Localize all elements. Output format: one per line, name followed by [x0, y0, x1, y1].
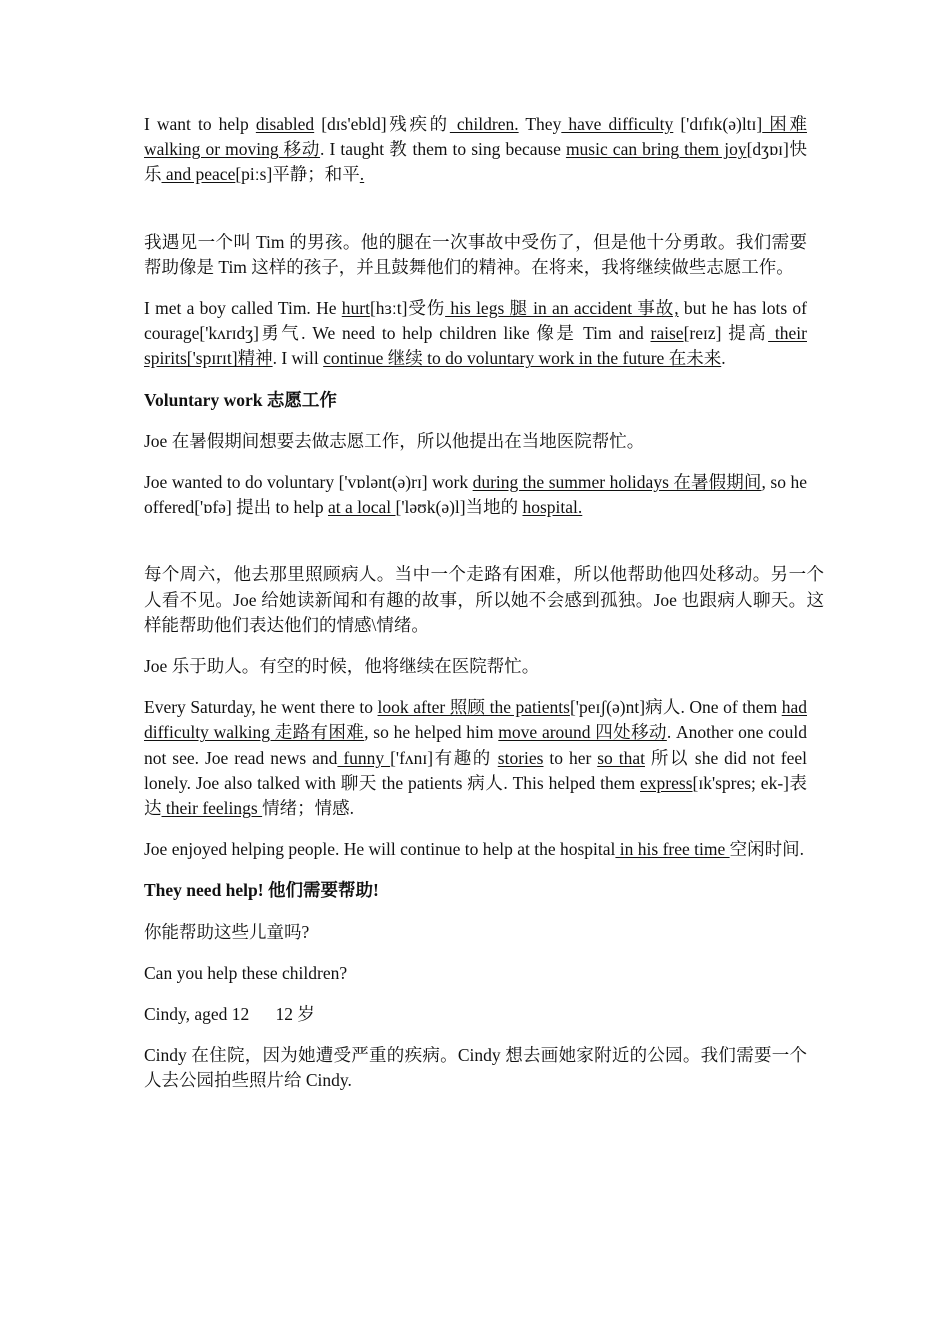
p3-segment: their spirits['spɪrɪt]精神 — [144, 323, 807, 369]
p3-segment: raise — [650, 323, 684, 344]
p8-segment: look after 照顾 the patients — [377, 697, 570, 718]
p8-segment: stories — [497, 747, 544, 768]
p8-segment: 情绪；情感. — [262, 798, 354, 819]
p1-segment: I want to help — [144, 114, 256, 134]
heading-they-need-help: They need help! 他们需要帮助! — [144, 880, 379, 901]
p3-segment: . — [721, 348, 726, 369]
p1-segment: and peace — [161, 164, 236, 185]
p8-segment: [ɪk'spres; ek-]表达 — [144, 772, 807, 819]
p1-segment: children. — [449, 114, 519, 134]
paragraph-1 — [144, 112, 807, 188]
p1-segment: They — [518, 114, 562, 134]
paragraph-11: Can you help these children? — [144, 962, 348, 983]
paragraph-3 — [144, 296, 807, 372]
p1-segment: . — [359, 164, 365, 185]
p8-segment: to her — [543, 747, 598, 768]
paragraph-2: 我遇见一个叫 Tim 的男孩。他的腿在一次事故中受伤了，但是他十分勇敢。我们需要帮助像是 Tim 这样的孩子，并且鼓舞他们的精神。在将来，我将继续做些志愿工作。 — [144, 231, 807, 277]
p1-segment: music can bring them joy — [565, 139, 747, 160]
p8-segment: their feelings — [161, 798, 263, 819]
paragraph-7: Joe 乐于助人。有空的时候，他将继续在医院帮忙。 — [144, 656, 540, 677]
p8-segment: ['peɪʃ(ə)nt]病人. One of them — [569, 697, 782, 718]
p5-segment: at a local — [328, 497, 396, 518]
p8-segment: move around 四处移动 — [498, 722, 667, 743]
p3-segment: [hɜːt]受伤 — [369, 298, 446, 319]
p1-segment: [piːs]平静；和平 — [235, 164, 360, 185]
p3-segment: his legs 腿 in an accident 事故, — [445, 298, 679, 319]
p8-segment: funny — [337, 747, 391, 768]
heading-voluntary-work: Voluntary work 志愿工作 — [144, 389, 337, 410]
p5-segment: ['ləʊk(ə)l]当地的 — [395, 497, 523, 518]
document-page — [144, 112, 824, 1094]
p3-segment: I met a boy called Tim. He — [144, 298, 342, 319]
p1-segment: [dʒɒɪ]快乐 — [144, 139, 807, 185]
p8-segment: so that — [597, 747, 645, 768]
paragraph-6: 每个周六，他去那里照顾病人。当中一个走路有困难，所以他帮助他四处移动。另一个人看不见。Joe 给她读新闻和有趣的故事，所以她不会感到孤独。Joe 也跟病人聊天。这样能帮助他们表达他们的情感\情绪。 — [144, 564, 824, 635]
p1-segment: have difficulty — [561, 114, 674, 134]
p1-segment: 困难 walking or moving 移动 — [144, 114, 807, 160]
p8-segment: ['fʌnɪ]有趣的 — [390, 747, 498, 768]
p8-segment: express — [640, 772, 693, 793]
p8-segment: had difficulty walking 走路有困难 — [144, 697, 807, 743]
p5-segment: , so he offered['ɒfə] 提出 to help — [144, 472, 807, 518]
p8-segment: , so he helped him — [364, 722, 499, 743]
p5-segment: Joe wanted to do voluntary ['vɒlənt(ə)rɪ] work — [144, 472, 473, 493]
p8-segment: Every Saturday, he went there to — [144, 697, 378, 718]
p3-segment: hurt — [341, 298, 370, 319]
p9-segment: 空闲时间. — [729, 839, 804, 860]
p5-segment: hospital. — [522, 497, 583, 518]
paragraph-13: Cindy 在住院，因为她遭受严重的疾病。Cindy 想去画她家附近的公园。我们需要一个人去公园拍些照片给 Cindy. — [144, 1045, 807, 1091]
p1-segment: disabled — [255, 114, 315, 134]
paragraph-10: 你能帮助这些儿童吗? — [144, 921, 310, 942]
p3-segment: continue 继续 to do voluntary work in the future 在未来 — [323, 348, 722, 369]
paragraph-4: Joe 在暑假期间想要去做志愿工作，所以他提出在当地医院帮忙。 — [144, 430, 645, 451]
paragraph-5 — [144, 470, 807, 520]
p3-segment: but he has lots of courage['kʌrɪdʒ]勇气. We need to help children like 像是 Tim and — [144, 298, 807, 344]
paragraph-12: Cindy, aged 12 12 岁 — [144, 1004, 315, 1025]
p3-segment: [reɪz] 提高 — [683, 323, 769, 344]
p8-segment: . Another one could not see. Joe read news and — [144, 722, 807, 768]
p1-segment: [dɪs'ebld]残疾的 — [314, 114, 450, 134]
p1-segment: ['dɪfɪk(ə)ltɪ] — [673, 114, 763, 134]
paragraph-8 — [144, 695, 807, 821]
p8-segment: 所以 she did not feel lonely. Joe also talked with 聊天 the patients 病人. This helped them — [144, 747, 807, 793]
p1-segment: . I taught 教 them to sing because — [320, 139, 566, 160]
paragraph-9 — [144, 837, 807, 862]
p9-segment: in his free time — [615, 839, 730, 860]
p5-segment: during the summer holidays 在暑假期间 — [472, 472, 762, 493]
p9-segment: Joe enjoyed helping people. He will continue to help at the hospital — [144, 839, 616, 860]
p3-segment: . I will — [272, 348, 324, 369]
